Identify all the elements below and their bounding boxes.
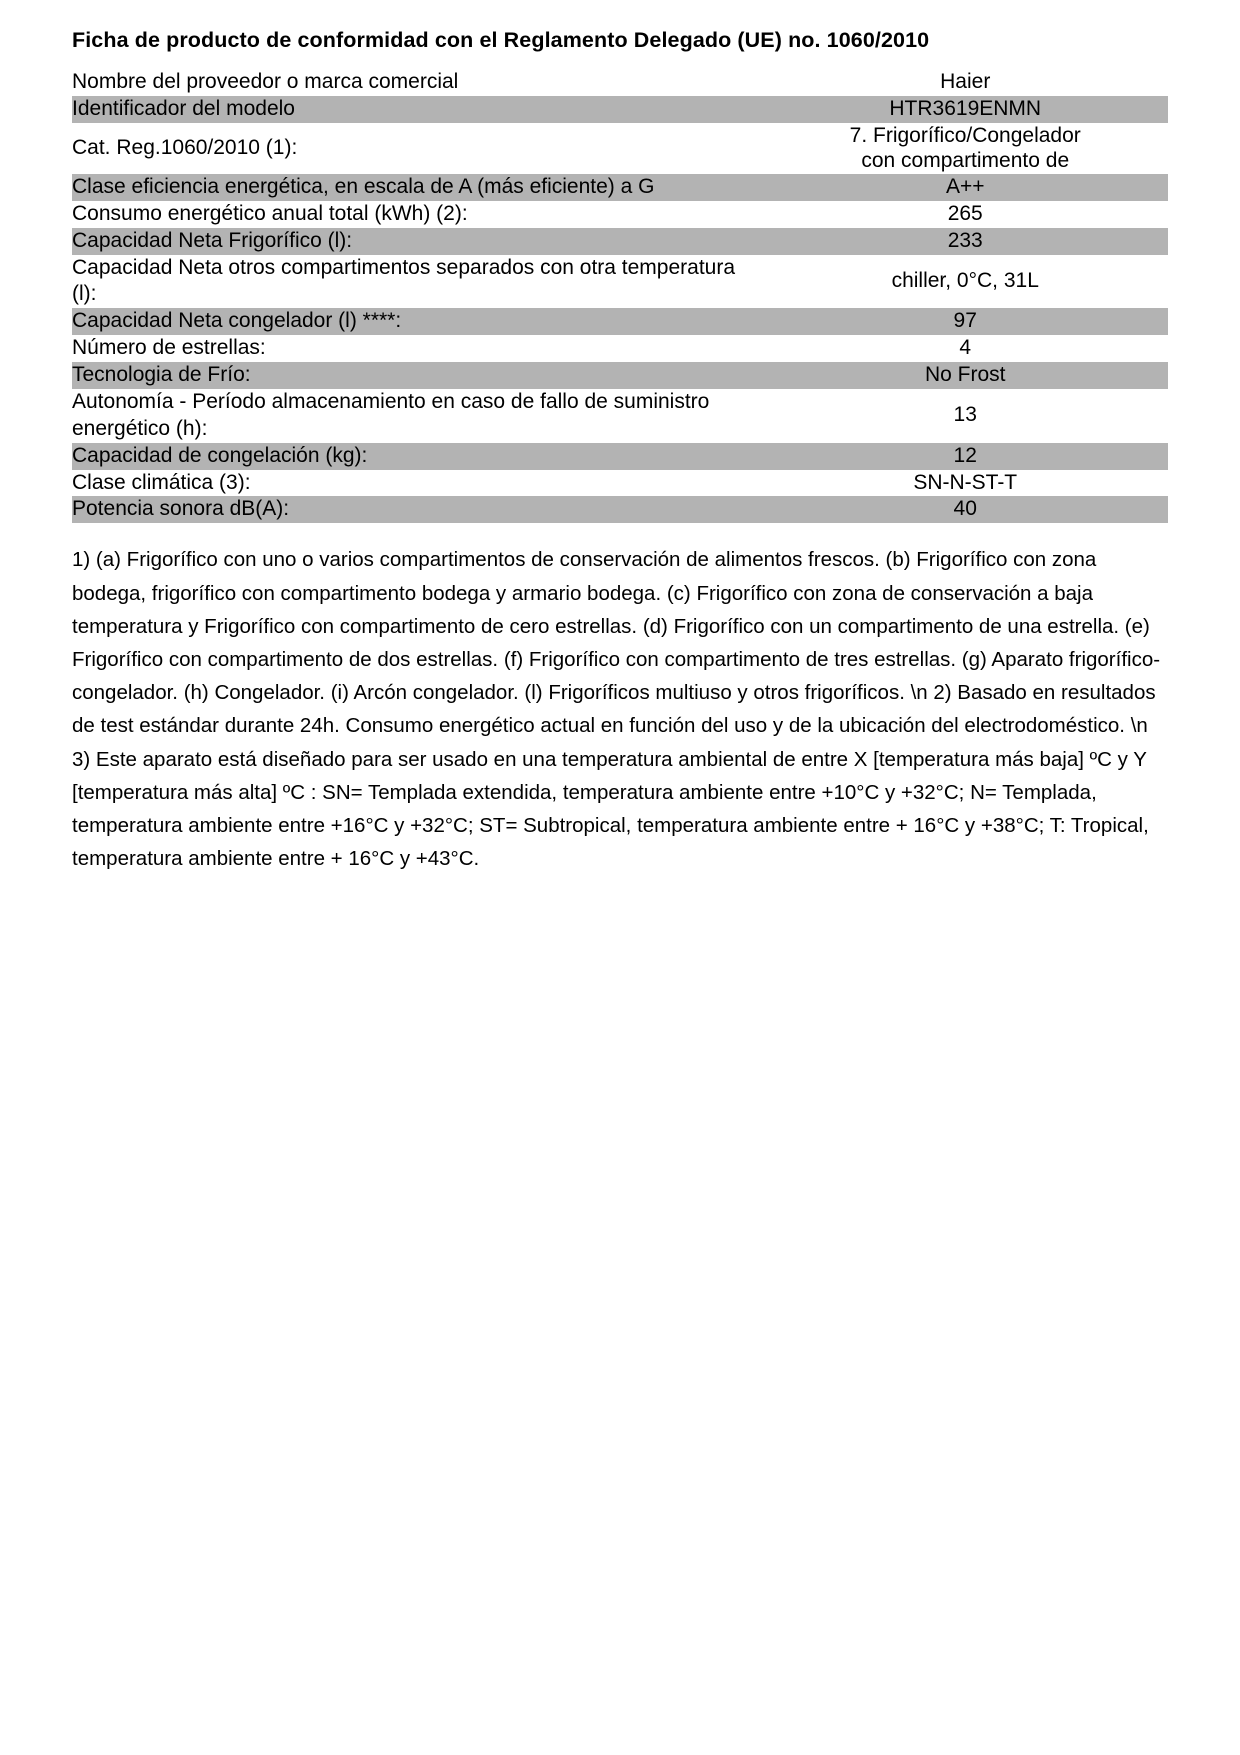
spec-value: A++: [762, 174, 1168, 201]
spec-value: 97: [762, 308, 1168, 335]
table-row: [72, 470, 1168, 497]
spec-label: Capacidad Neta otros compartimentos separados con otra temperatura (l):: [72, 255, 762, 309]
spec-label: Potencia sonora dB(A):: [72, 496, 762, 523]
table-row: [72, 362, 1168, 389]
table-row: [72, 335, 1168, 362]
table-row: [72, 496, 1168, 523]
spec-label: Consumo energético anual total (kWh) (2):: [72, 201, 762, 228]
spec-label: Número de estrellas:: [72, 335, 762, 362]
table-row: [72, 174, 1168, 201]
spec-value: HTR3619ENMN: [762, 96, 1168, 123]
spec-label: Clase eficiencia energética, en escala de A (más eficiente) a G: [72, 174, 762, 201]
spec-value: 12: [762, 443, 1168, 470]
spec-value-line: 7. Frigorífico/Congelador: [849, 123, 1081, 147]
spec-value: chiller, 0°C, 31L: [762, 255, 1168, 309]
footnotes: 1) (a) Frigorífico con uno o varios compartimentos de conservación de alimentos frescos. (b) Frigorífico con zona bodega, frigorífico con compartimento bodega y armario bodega. (c) Frigorífico con zona de conservación a baja temperatura y Frigorífico con compartimento de cero estrellas. (d) Frigorífico con un compartimento de una estrella. (e) Frigorífico con compartimento de dos estrellas. (f) Frigorífico con compartimento de tres estrellas. (g) Aparato frigorífico-congelador. (h) Congelador. (i) Arcón congelador. (l) Frigoríficos multiuso y otros frigoríficos. \n 2) Basado en resultados de test estándar durante 24h. Consumo energético actual en función del uso y de la ubicación del electrodoméstico. \n 3) Este aparato está diseñado para ser usado en una temperatura ambiental de entre X [temperatura más baja] ºC y Y [temperatura más alta] ºC : SN= Templada extendida, temperatura ambiente entre +10°C y +32°C; N= Templada, temperatura ambiente entre +16°C y +32°C; ST= Subtropical, temperatura ambiente entre + 16°C y +38°C; T: Tropical, temperatura ambiente entre + 16°C y +43°C.: [72, 548, 1161, 871]
table-row: [72, 201, 1168, 228]
spec-value: SN-N-ST-T: [762, 470, 1168, 497]
table-row: [72, 443, 1168, 470]
spec-value: 4: [762, 335, 1168, 362]
table-row: [72, 389, 1168, 443]
spec-label: Clase climática (3):: [72, 470, 762, 497]
spec-value-line: con compartimento de: [861, 149, 1070, 173]
spec-label: Cat. Reg.1060/2010 (1):: [72, 123, 762, 174]
specifications-table-body: [72, 69, 1168, 523]
spec-value: 233: [762, 228, 1168, 255]
spec-value: 265: [762, 201, 1168, 228]
table-row: [72, 69, 1168, 96]
table-row: [72, 228, 1168, 255]
table-row: [72, 96, 1168, 123]
spec-value: [762, 123, 1168, 174]
table-row: [72, 255, 1168, 309]
spec-label: Capacidad Neta Frigorífico (l):: [72, 228, 762, 255]
spec-label: Nombre del proveedor o marca comercial: [72, 69, 762, 96]
spec-label: Capacidad Neta congelador (l) ****:: [72, 308, 762, 335]
spec-value: Haier: [762, 69, 1168, 96]
spec-label: Autonomía - Período almacenamiento en caso de fallo de suministro energético (h):: [72, 389, 762, 443]
spec-value: 40: [762, 496, 1168, 523]
table-row: [72, 308, 1168, 335]
spec-label: Capacidad de congelación (kg):: [72, 443, 762, 470]
spec-value: 13: [762, 389, 1168, 443]
table-row: [72, 123, 1168, 174]
page-title: Ficha de producto de conformidad con el Reglamento Delegado (UE) no. 1060/2010: [72, 28, 930, 52]
spec-value: No Frost: [762, 362, 1168, 389]
spec-label: Tecnologia de Frío:: [72, 362, 762, 389]
spec-label: Identificador del modelo: [72, 96, 762, 123]
specifications-table: [72, 69, 1168, 523]
